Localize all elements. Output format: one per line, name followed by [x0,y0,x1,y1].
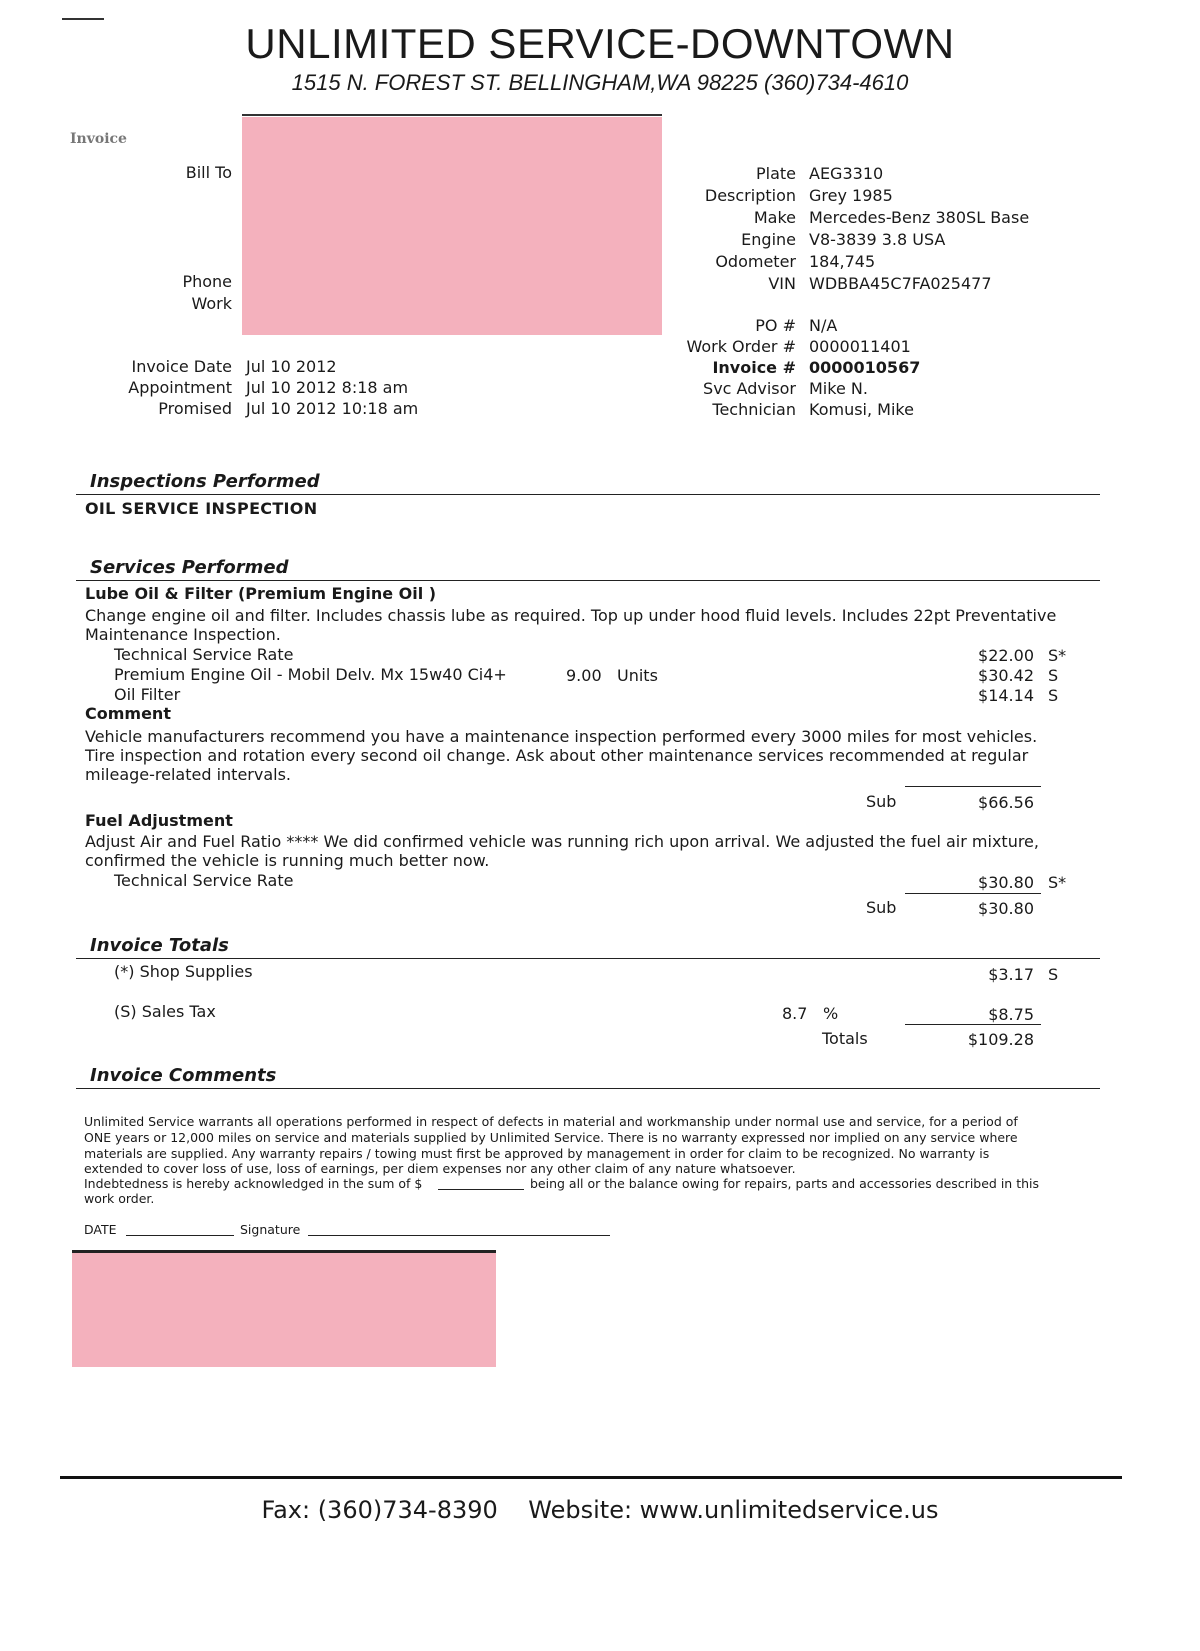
appointment-value: Jul 10 2012 8:18 am [246,378,409,397]
lube-desc-2: Maintenance Inspection. [85,625,281,644]
fuel-sub-amount: $30.80 [978,899,1034,918]
warranty-line-2: ONE years or 12,000 miles on service and materials supplied by Unlimited Service. There is no warranty expressed nor implied on any service where [84,1130,1018,1145]
fuel-line-name: Technical Service Rate [114,871,294,890]
indebtedness-text: Indebtedness is hereby acknowledged in the sum of $ [84,1176,423,1191]
lube-title: Lube Oil & Filter (Premium Engine Oil ) [85,584,437,603]
totals-rule [76,958,1100,959]
work-label: Work [191,294,232,313]
date-blank [126,1235,234,1236]
work-order-value: 0000011401 [809,337,911,356]
shop-supplies-label: (*) Shop Supplies [114,962,253,981]
lube-line-2-unit: Units [617,666,658,685]
redacted-signature-block [72,1250,496,1367]
fuel-line-amount: $30.80 [978,873,1034,892]
fuel-desc-2: confirmed the vehicle is running much better now. [85,851,490,870]
totals-amount: $109.28 [967,1030,1034,1049]
lube-line-2-name: Premium Engine Oil - Mobil Delv. Mx 15w40 Ci4+ [114,665,507,684]
warranty-line-6: work order. [84,1191,155,1206]
invoice-date-value: Jul 10 2012 [246,357,337,376]
bill-to-label: Bill To [185,163,232,182]
lube-line-1-code: S* [1048,646,1067,665]
lube-sub-amount: $66.56 [978,793,1034,812]
comment-line-1: Vehicle manufacturers recommend you have a maintenance inspection performed every 3000 miles for most vehicles. [85,727,1038,746]
footer-contact: Fax: (360)734-8390 Website: www.unlimitedservice.us [261,1496,939,1524]
fuel-line-code: S* [1048,873,1067,892]
technician-value: Komusi, Mike [809,400,914,419]
lube-line-2-amount: $30.42 [978,666,1034,685]
odometer-label: Odometer [715,252,796,271]
services-rule [76,580,1100,581]
lube-desc-1: Change engine oil and filter. Includes chassis lube as required. Top up under hood fluid levels. Includes 22pt Preventative [85,606,1057,625]
date-label: DATE [84,1222,117,1237]
appointment-label: Appointment [128,378,232,397]
plate-value: AEG3310 [809,164,884,183]
lube-line-2-qty: 9.00 [566,666,602,685]
lube-sub-rule [905,786,1041,787]
lube-line-3-name: Oil Filter [114,685,181,704]
customer-top-rule [242,114,662,116]
comment-label: Comment [85,704,171,723]
inspection-item: OIL SERVICE INSPECTION [85,499,318,518]
comment-line-2: Tire inspection and rotation every second oil change. Ask about other maintenance services recommended at regular [85,746,1029,765]
company-name: UNLIMITED SERVICE-DOWNTOWN [245,20,955,67]
phone-label: Phone [182,272,232,291]
engine-label: Engine [741,230,796,249]
plate-label: Plate [755,164,796,183]
warranty-line-3: materials are supplied. Any warranty repairs / towing must first be approved by management in order for claim to be recognized. No warranty is [84,1146,990,1161]
make-value: Mercedes-Benz 380SL Base [809,208,1030,227]
redacted-customer-info [242,117,662,335]
po-label: PO # [755,316,796,335]
invoice-number-value: 0000010567 [809,358,921,377]
totals-label: Totals [822,1029,868,1048]
lube-line-2-code: S [1048,666,1059,685]
sales-tax-percent: % [823,1004,839,1023]
comments-rule [76,1088,1100,1089]
promised-label: Promised [158,399,232,418]
odometer-value: 184,745 [809,252,876,271]
sales-tax-label: (S) Sales Tax [114,1002,216,1021]
vin-value: WDBBA45C7FA025477 [809,274,992,293]
inspections-rule [76,494,1100,495]
invoice-date-label: Invoice Date [131,357,232,376]
vin-label: VIN [768,274,796,293]
indebtedness-amount-blank [438,1189,524,1190]
fuel-desc-1: Adjust Air and Fuel Ratio **** We did confirmed vehicle was running rich upon arrival. We adjusted the fuel air mixture, [85,832,1039,851]
footer-rule [60,1476,1122,1479]
comments-heading: Invoice Comments [90,1065,277,1086]
signature-block-top-rule [72,1250,496,1253]
lube-line-1-name: Technical Service Rate [114,645,294,664]
lube-line-3-amount: $14.14 [978,686,1034,705]
description-label: Description [704,186,796,205]
engine-value: V8-3839 3.8 USA [809,230,946,249]
company-address: 1515 N. FOREST ST. BELLINGHAM,WA 98225 (360)734-4610 [291,70,909,95]
po-value: N/A [809,316,838,335]
invoice-number-label: Invoice # [712,358,796,377]
technician-label: Technician [712,400,796,419]
lube-line-1-amount: $22.00 [978,646,1034,665]
fuel-sub-label: Sub [866,898,897,917]
warranty-line-4: extended to cover loss of use, loss of earnings, per diem expenses nor any other claim of any nature whatsoever. [84,1161,796,1176]
sales-tax-amount: $8.75 [988,1005,1034,1024]
promised-value: Jul 10 2012 10:18 am [246,399,419,418]
totals-heading: Invoice Totals [90,935,229,956]
signature-blank [308,1235,610,1236]
lube-sub-label: Sub [866,792,897,811]
lube-line-3-code: S [1048,686,1059,705]
comment-line-3: mileage-related intervals. [85,765,291,784]
fuel-title: Fuel Adjustment [85,811,233,830]
shop-supplies-amount: $3.17 [988,965,1034,984]
svc-advisor-value: Mike N. [809,379,868,398]
doc-label: Invoice [70,131,127,147]
inspections-heading: Inspections Performed [90,471,320,492]
svc-advisor-label: Svc Advisor [703,379,796,398]
description-value: Grey 1985 [809,186,893,205]
signature-label: Signature [240,1222,301,1237]
fuel-sub-rule [905,893,1041,894]
tax-rule [905,1024,1041,1025]
shop-supplies-code: S [1048,965,1059,984]
make-label: Make [753,208,796,227]
work-order-label: Work Order # [686,337,796,356]
warranty-line-1: Unlimited Service warrants all operations performed in respect of defects in material and workmanship under normal use and service, for a period of [84,1114,1018,1129]
sales-tax-rate: 8.7 [782,1004,808,1023]
indebtedness-text-2: being all or the balance owing for repairs, parts and accessories described in this [530,1176,1039,1191]
services-heading: Services Performed [90,557,289,578]
